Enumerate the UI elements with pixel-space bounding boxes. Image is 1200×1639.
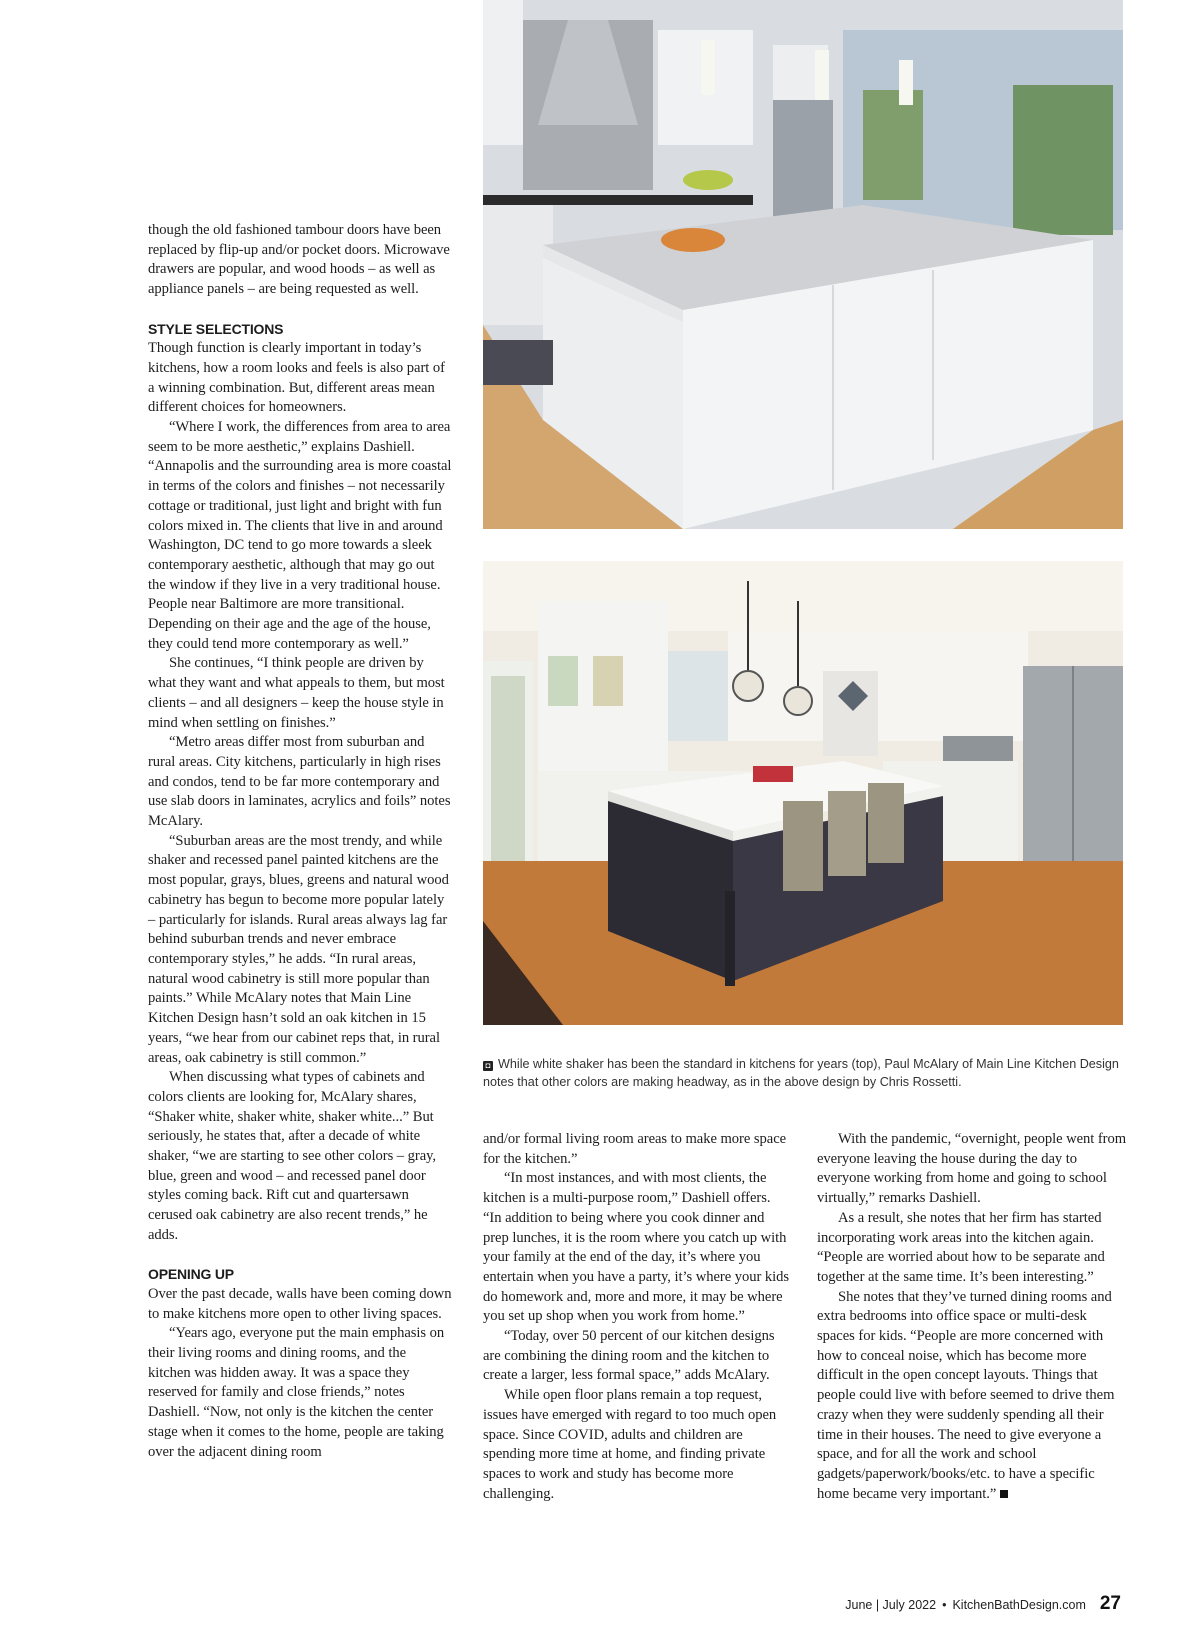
end-mark-icon — [1000, 1490, 1008, 1498]
paragraph: though the old fashioned tambour doors have been replaced by flip-up and/or pocket doors. Microwave drawers are popular, and wood hoods – as well as appliance panels – are being requested as well. — [148, 222, 450, 298]
paragraph: When discussing what types of cabinets and colors clients are looking for, McAlary shares, “Shaker white, shaker white, shaker white...” But seriously, he states that, after a decade of white shaker, “we are starting to see other colors – gray, blue, green and wood – and recessed panel door styles coming back. Rift cut and quartersawn cerused oak cabinetry are also recent trends,” he adds. — [148, 1069, 437, 1243]
paragraph: “Where I work, the differences from area to area seem to be more aesthetic,” explains Dashiell. “Annapolis and the surrounding area is more coastal in terms of the colors and finishes – not necessarily cottage or traditional, just light and bright with fun colors mixed in. The clients that live in and around Washington, DC tend to go more towards a sleek contemporary aesthetic, although that may go out the window if they live in a very traditional house. People near Baltimore are more transitional. Depending on their age and the age of the house, they could tend more contemporary as well.” — [148, 419, 452, 652]
paragraph: “In most instances, and with most clients, the kitchen is a multi-purpose room,” Dashiell offers. “In addition to being where you cook dinner and prep lunches, it is the room where you catch up with your family at the end of the day, it’s where you entertain when you have a party, it’s where your kids do homework and, more and more, it may be where you set up shop when you work from home.” — [483, 1170, 790, 1325]
paragraph: “Years ago, everyone put the main emphasis on their living rooms and dining rooms, and the kitchen was hidden away. It was a space they reserved for family and close friends,” notes Dashiell. “Now, not only is the kitchen the center stage when it comes to the home, people are taking over the adjacent dining room — [148, 1325, 445, 1460]
paragraph: She continues, “I think people are driven by what they want and what appeals to them, but most clients – and all designers – keep the house style in mind when settling on finishes.” — [148, 655, 445, 731]
paragraph-text: She notes that they’ve turned dining rooms and extra bedrooms into office space or multi-desk spaces for kids. “People are more concerned with how to conceal noise, which has become more difficult in the open concept layouts. Things that people could live with before seemed to drive them crazy when they were suddenly spending all their time in their houses. The need to give everyone a space, and for all the work and school gadgets/paperwork/books/etc. to have a specific home became very important.” — [817, 1288, 1115, 1502]
article-column-1 — [148, 221, 452, 1462]
photo-caption — [483, 1055, 1123, 1091]
paragraph: Though function is clearly important in today’s kitchens, how a room looks and feels is also part of a winning combination. But, different areas mean different choices for homeowners. — [148, 340, 445, 416]
dark-island-kitchen-image — [483, 561, 1123, 1025]
paragraph: Over the past decade, walls have been coming down to make kitchens more open to other living spaces. — [148, 1285, 452, 1322]
kitchen-photo-top — [483, 0, 1123, 529]
kitchen-photo-bottom — [483, 561, 1123, 1025]
article-column-2 — [483, 1130, 791, 1504]
paragraph: “Suburban areas are the most trendy, and while shaker and recessed panel painted kitchens are the most popular, grays, blues, greens and natural wood cabinetry has begun to become more popular lately – particularly for islands. Rural areas always lag far behind suburban trends and never embrace contemporary styles,” he adds. “In rural areas, natural wood cabinetry is still more popular than paints.” While McAlary notes that Main Line Kitchen Design hasn’t sold an oak kitchen in 15 years, “we hear from our cabinet reps that, in rural areas, oak cabinetry is still common.” — [148, 832, 449, 1066]
article-column-3 — [817, 1130, 1127, 1504]
caption-text: While white shaker has been the standard in kitchens for years (top), Paul McAlary of Main Line Kitchen Design notes that other colors are making headway, as in the above design by Chris Rossetti. — [483, 1057, 1119, 1089]
paragraph: As a result, she notes that her firm has started incorporating work areas into the kitchen again. “People are worried about how to be separate and together at the same time. It’s been interesting.” — [817, 1209, 1105, 1285]
paragraph: and/or formal living room areas to make more space for the kitchen.” — [483, 1131, 787, 1167]
separator-dot: • — [942, 1598, 947, 1612]
white-kitchen-island-image — [483, 0, 1123, 529]
section-heading-opening-up: OPENING UP — [148, 1266, 234, 1283]
page-footer — [845, 1593, 1121, 1615]
paragraph: With the pandemic, “overnight, people went from everyone leaving the house during the day to everyone working from home and going to school virtually,” remarks Dashiell. — [817, 1131, 1127, 1207]
section-heading-style-selections: STYLE SELECTIONS — [148, 320, 284, 337]
site-name: KitchenBathDesign.com — [952, 1598, 1086, 1612]
paragraph: “Metro areas differ most from suburban and rural areas. City kitchens, particularly in high rises and condos, tend to be far more contemporary and use slab doors in laminates, acrylics and foils” notes McAlary. — [148, 734, 451, 830]
paragraph: While open floor plans remain a top request, issues have emerged with regard to too much open space. Since COVID, adults and children are spending more time at home, and finding private spaces to work and study has become more challenging. — [483, 1387, 777, 1502]
page-number: 27 — [1099, 1593, 1121, 1614]
paragraph: “Today, over 50 percent of our kitchen designs are combining the dining room and the kitchen to create a larger, less formal space,” adds McAlary. — [483, 1328, 775, 1384]
camera-icon: ◘ — [483, 1061, 493, 1071]
paragraph — [817, 1288, 1127, 1505]
issue-date: June | July 2022 — [845, 1598, 937, 1612]
